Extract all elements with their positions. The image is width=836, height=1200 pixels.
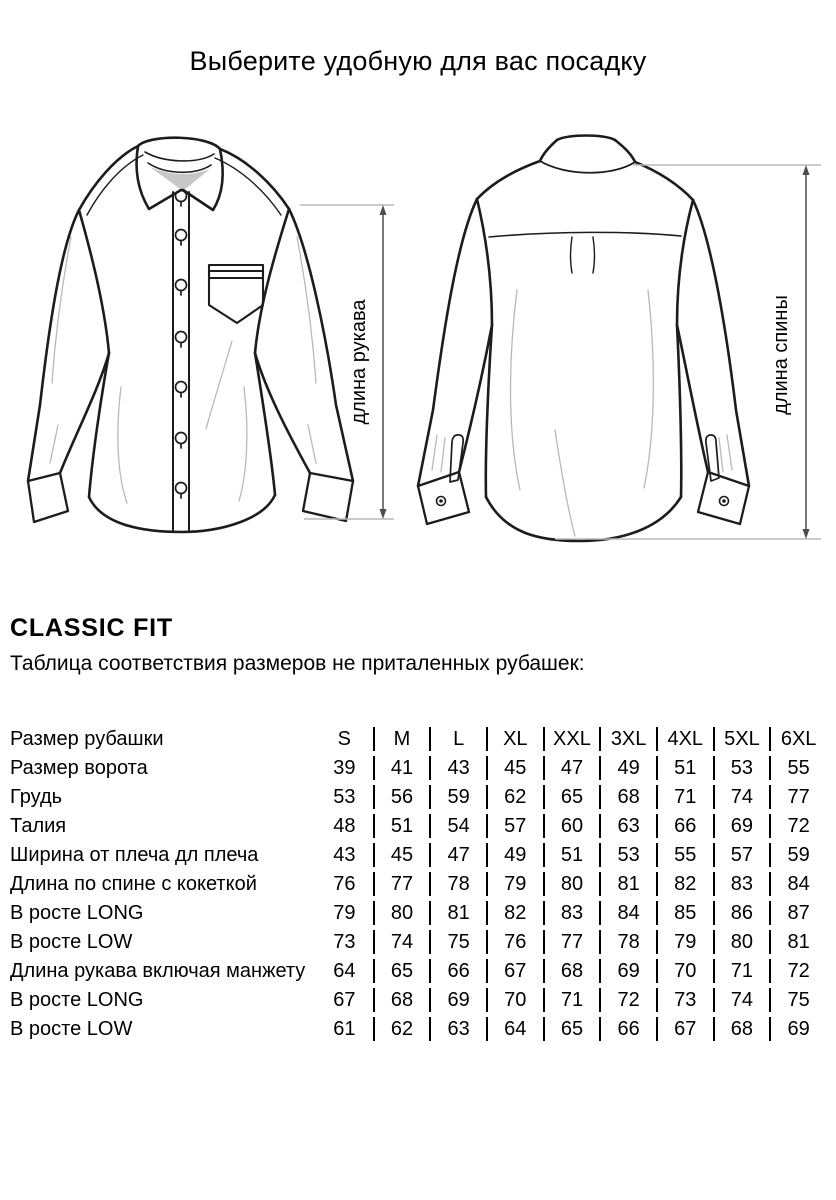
cell-value: 76 — [333, 873, 356, 895]
row-label: В росте LOW — [10, 1018, 133, 1040]
cell-value: 75 — [769, 988, 826, 1012]
cell-value: 49 — [486, 843, 543, 867]
cell-value: 85 — [656, 901, 713, 925]
cell-value: 80 — [373, 901, 430, 925]
cell-value: 67 — [333, 989, 356, 1011]
cell-value: 73 — [333, 931, 356, 953]
cell-value: 72 — [599, 988, 656, 1012]
cell-value: 71 — [543, 988, 600, 1012]
table-row — [10, 756, 826, 780]
table-row — [10, 727, 826, 751]
cell-value: 68 — [599, 785, 656, 809]
cell-value: 77 — [543, 930, 600, 954]
cell-value: 66 — [599, 1017, 656, 1041]
cell-value: 81 — [429, 901, 486, 925]
cell-value: 68 — [713, 1017, 770, 1041]
cell-value: 57 — [713, 843, 770, 867]
cell-value: 79 — [656, 930, 713, 954]
cell-value: 45 — [486, 756, 543, 780]
table-row — [10, 959, 826, 983]
cell-value: 74 — [713, 988, 770, 1012]
fit-heading: CLASSIC FIT — [10, 614, 173, 642]
cell-value: 41 — [373, 756, 430, 780]
cell-value: 63 — [429, 1017, 486, 1041]
cell-value: 81 — [769, 930, 826, 954]
shirt-diagram-svg — [0, 120, 836, 590]
table-caption: Таблица соответствия размеров не приталенных рубашек: — [10, 652, 585, 675]
shirt-front-drawing — [28, 138, 353, 532]
cell-value: 60 — [543, 814, 600, 838]
table-row — [10, 930, 826, 954]
row-label: Длина рукава включая манжету — [10, 960, 306, 982]
cell-value: 80 — [713, 930, 770, 954]
cell-value: 49 — [599, 756, 656, 780]
cell-value: 80 — [543, 872, 600, 896]
table-row — [10, 843, 826, 867]
cell-value: 84 — [769, 872, 826, 896]
cell-value: 53 — [333, 786, 356, 808]
row-label: В росте LONG — [10, 989, 144, 1011]
cell-value: 79 — [486, 872, 543, 896]
cell-value: 83 — [713, 872, 770, 896]
cell-value: 70 — [656, 959, 713, 983]
cell-value: 77 — [373, 872, 430, 896]
cell-value: 62 — [486, 785, 543, 809]
cell-value: 66 — [429, 959, 486, 983]
cell-value: 55 — [656, 843, 713, 867]
page-title: Выберите удобную для вас посадку — [189, 46, 647, 76]
cell-value: 43 — [333, 844, 356, 866]
cell-value: S — [337, 728, 351, 750]
cell-value: 79 — [333, 902, 356, 924]
cell-value: 59 — [769, 843, 826, 867]
cell-value: 76 — [486, 930, 543, 954]
cell-value: 82 — [486, 901, 543, 925]
cell-value: 71 — [656, 785, 713, 809]
cell-value: 48 — [333, 815, 356, 837]
cell-value: 68 — [543, 959, 600, 983]
cell-value: 43 — [429, 756, 486, 780]
row-label: Размер ворота — [10, 757, 148, 779]
cell-value: L — [429, 727, 486, 751]
cell-value: 66 — [656, 814, 713, 838]
cell-value: 75 — [429, 930, 486, 954]
row-label: Размер рубашки — [10, 728, 164, 750]
cell-value: 47 — [543, 756, 600, 780]
shirt-measure-diagram — [0, 120, 836, 590]
cell-value: 74 — [373, 930, 430, 954]
cell-value: 51 — [373, 814, 430, 838]
cell-value: 84 — [599, 901, 656, 925]
cell-value: 57 — [486, 814, 543, 838]
row-label: В росте LONG — [10, 902, 144, 924]
row-label: В росте LOW — [10, 931, 133, 953]
cell-value: 3XL — [599, 727, 656, 751]
table-row — [10, 814, 826, 838]
cell-value: 47 — [429, 843, 486, 867]
table-row — [10, 901, 826, 925]
cell-value: 82 — [656, 872, 713, 896]
cell-value: 72 — [769, 814, 826, 838]
cell-value: 65 — [543, 1017, 600, 1041]
cell-value: 5XL — [713, 727, 770, 751]
cell-value: M — [373, 727, 430, 751]
front-buttons — [176, 191, 187, 499]
cell-value: XL — [486, 727, 543, 751]
size-table — [10, 722, 826, 1046]
table-row — [10, 785, 826, 809]
cell-value: 67 — [486, 959, 543, 983]
cell-value: 54 — [429, 814, 486, 838]
cell-value: 81 — [599, 872, 656, 896]
table-row — [10, 872, 826, 896]
cell-value: 64 — [333, 960, 356, 982]
cell-value: 69 — [599, 959, 656, 983]
cell-value: 56 — [373, 785, 430, 809]
cell-value: 59 — [429, 785, 486, 809]
cell-value: 70 — [486, 988, 543, 1012]
cell-value: 6XL — [769, 727, 826, 751]
row-label: Талия — [10, 815, 67, 837]
cell-value: 69 — [713, 814, 770, 838]
cell-value: 53 — [599, 843, 656, 867]
cell-value: 65 — [373, 959, 430, 983]
cell-value: 68 — [373, 988, 430, 1012]
cell-value: 51 — [543, 843, 600, 867]
cell-value: 73 — [656, 988, 713, 1012]
cell-value: 78 — [429, 872, 486, 896]
cell-value: 87 — [769, 901, 826, 925]
row-label: Грудь — [10, 786, 63, 808]
cell-value: 4XL — [656, 727, 713, 751]
cell-value: 86 — [713, 901, 770, 925]
cell-value: 64 — [486, 1017, 543, 1041]
cell-value: 77 — [769, 785, 826, 809]
cell-value: 69 — [429, 988, 486, 1012]
cell-value: 83 — [543, 901, 600, 925]
cell-value: 74 — [713, 785, 770, 809]
cell-value: 72 — [769, 959, 826, 983]
row-label: Длина по спине с кокеткой — [10, 873, 257, 895]
cell-value: 53 — [713, 756, 770, 780]
cell-value: 69 — [769, 1017, 826, 1041]
cell-value: 65 — [543, 785, 600, 809]
table-row — [10, 988, 826, 1012]
cell-value: 39 — [333, 757, 356, 779]
sleeve-length-label: длина рукава — [348, 299, 370, 425]
cell-value: 71 — [713, 959, 770, 983]
shirt-back-drawing — [418, 136, 749, 542]
cell-value: 61 — [333, 1018, 356, 1040]
row-label: Ширина от плеча дл плеча — [10, 844, 259, 866]
cell-value: XXL — [543, 727, 600, 751]
cell-value: 67 — [656, 1017, 713, 1041]
cuff-buttons — [437, 497, 729, 506]
cell-value: 45 — [373, 843, 430, 867]
table-row — [10, 1017, 826, 1041]
cell-value: 62 — [373, 1017, 430, 1041]
back-length-label: длина спины — [770, 295, 792, 415]
cell-value: 55 — [769, 756, 826, 780]
cell-value: 63 — [599, 814, 656, 838]
cell-value: 51 — [656, 756, 713, 780]
cell-value: 78 — [599, 930, 656, 954]
